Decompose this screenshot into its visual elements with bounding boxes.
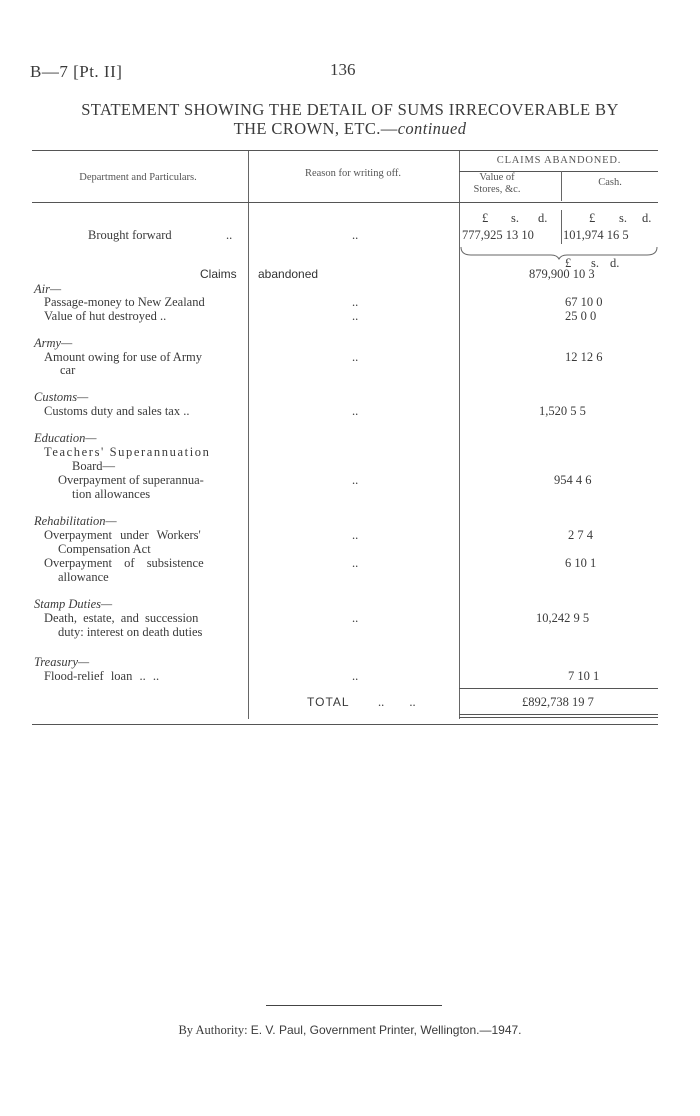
combined-pound: £ <box>565 256 572 270</box>
brought-forward-stores: 777,925 13 10 <box>462 228 534 242</box>
column-divider-2 <box>459 151 460 719</box>
list-item-amount: 25 0 0 <box>565 309 597 323</box>
table-bottom-rule <box>32 724 658 725</box>
list-item-text-cont: allowance <box>58 570 109 584</box>
section-heading-treasury: Treasury— <box>34 655 90 669</box>
column-header-cash: Cash. <box>598 177 622 188</box>
total-top-rule <box>459 688 658 689</box>
list-item-dots: .. <box>352 528 359 542</box>
list-item-dots: .. <box>352 350 359 364</box>
currency-shilling-cash: s. <box>619 211 627 225</box>
list-item-dots: .. <box>352 309 359 323</box>
total-underline-1 <box>459 714 658 715</box>
list-item-amount: 12 12 6 <box>565 350 603 364</box>
total-label: TOTAL <box>307 695 350 709</box>
list-item-dots: .. <box>352 473 359 487</box>
list-item-amount: 954 4 6 <box>554 473 592 487</box>
list-item-text-cont: duty: interest on death duties <box>58 625 203 639</box>
total-underline-2 <box>459 717 658 718</box>
list-item-amount: 7 10 1 <box>568 669 600 683</box>
currency-pound-cash: £ <box>589 211 596 225</box>
title-continued: continued <box>397 119 467 138</box>
list-item-amount: 10,242 9 5 <box>536 611 590 625</box>
brought-forward-label: Brought forward <box>88 228 172 242</box>
column-header-claims-abandoned: CLAIMS ABANDONED. <box>496 155 622 166</box>
list-item-text: Value of hut destroyed .. <box>44 309 167 323</box>
section-heading-education: Education— <box>34 431 97 445</box>
list-item-text: Customs duty and sales tax .. <box>44 404 190 418</box>
title-text: THE CROWN, ETC.— <box>233 119 398 138</box>
page-title-line-2 <box>0 119 700 139</box>
list-item-text: Death, estate, and succession <box>44 611 199 625</box>
currency-pence-stores: d. <box>538 211 548 225</box>
list-item-dots: .. <box>352 611 359 625</box>
section-heading-air: Air— <box>34 282 62 296</box>
combine-brace <box>459 246 659 260</box>
abandoned-word: abandoned <box>258 267 319 281</box>
list-item-text-cont: Board— <box>72 459 116 473</box>
column-divider-1 <box>248 151 249 719</box>
list-item-dots: .. <box>352 295 359 309</box>
section-heading-customs: Customs— <box>34 390 89 404</box>
list-item-amount: 67 10 0 <box>565 295 603 309</box>
claims-word: Claims <box>200 267 237 281</box>
list-item-text-cont: Overpayment of superannua- <box>58 473 204 487</box>
combined-shilling: s. <box>591 256 599 270</box>
currency-pound-stores: £ <box>482 211 489 225</box>
brought-forward-cash: 101,974 16 5 <box>563 228 629 242</box>
section-heading-army: Army— <box>34 336 73 350</box>
list-item-text: Overpayment of subsistence <box>44 556 204 570</box>
page-title-line-1: STATEMENT SHOWING THE DETAIL OF SUMS IRRECOVERABLE BY <box>81 100 619 119</box>
column-header-reason: Reason for writing off. <box>304 168 402 179</box>
section-heading-rehabilitation: Rehabilitation— <box>34 514 117 528</box>
list-item-text-cont: car <box>60 363 76 377</box>
column-header-stores-line2: Stores, &c. <box>473 184 521 195</box>
footer-rule <box>266 1005 442 1006</box>
list-item-text-cont: tion allowances <box>72 487 151 501</box>
brought-forward-dots-2: .. <box>352 228 359 242</box>
document-reference: B—7 [Pt. II] <box>30 62 123 81</box>
list-item-amount: 6 10 1 <box>565 556 597 570</box>
list-item-amount: 2 7 4 <box>568 528 593 542</box>
section-heading-stamp-duties: Stamp Duties— <box>34 597 113 611</box>
list-item-dots: .. <box>352 556 359 570</box>
claims-subdivider <box>561 171 562 201</box>
column-header-stores-line1: Value of <box>479 172 515 183</box>
imprint-printer: E. V. Paul, Government Printer, Wellington.—1947. <box>250 1023 522 1037</box>
list-item-text: Teachers' Superannuation <box>44 445 211 459</box>
total-dots: .. .. <box>378 695 416 709</box>
currency-shilling-stores: s. <box>511 211 519 225</box>
list-item-text: Overpayment under Workers' <box>44 528 201 542</box>
printer-imprint <box>0 1023 700 1038</box>
list-item-text: Amount owing for use of Army <box>44 350 202 364</box>
imprint-prefix: By Authority: <box>178 1023 248 1037</box>
header-bottom-rule <box>32 202 658 203</box>
list-item-dots: .. <box>352 404 359 418</box>
list-item-text: Passage-money to New Zealand <box>44 295 205 309</box>
list-item-text-cont: Compensation Act <box>58 542 151 556</box>
currency-pence-cash: d. <box>642 211 652 225</box>
combined-pence: d. <box>610 256 620 270</box>
table-top-rule <box>32 150 658 151</box>
total-amount: £892,738 19 7 <box>522 695 594 709</box>
combined-value: 879,900 10 3 <box>529 267 595 281</box>
column-header-department: Department and Particulars. <box>79 172 197 183</box>
page-number: 136 <box>330 60 356 79</box>
list-item-text: Flood-relief loan .. .. <box>44 669 160 683</box>
list-item-dots: .. <box>352 669 359 683</box>
brought-forward-divider <box>561 210 562 244</box>
brought-forward-dots-1: .. <box>226 228 233 242</box>
list-item-amount: 1,520 5 5 <box>539 404 586 418</box>
